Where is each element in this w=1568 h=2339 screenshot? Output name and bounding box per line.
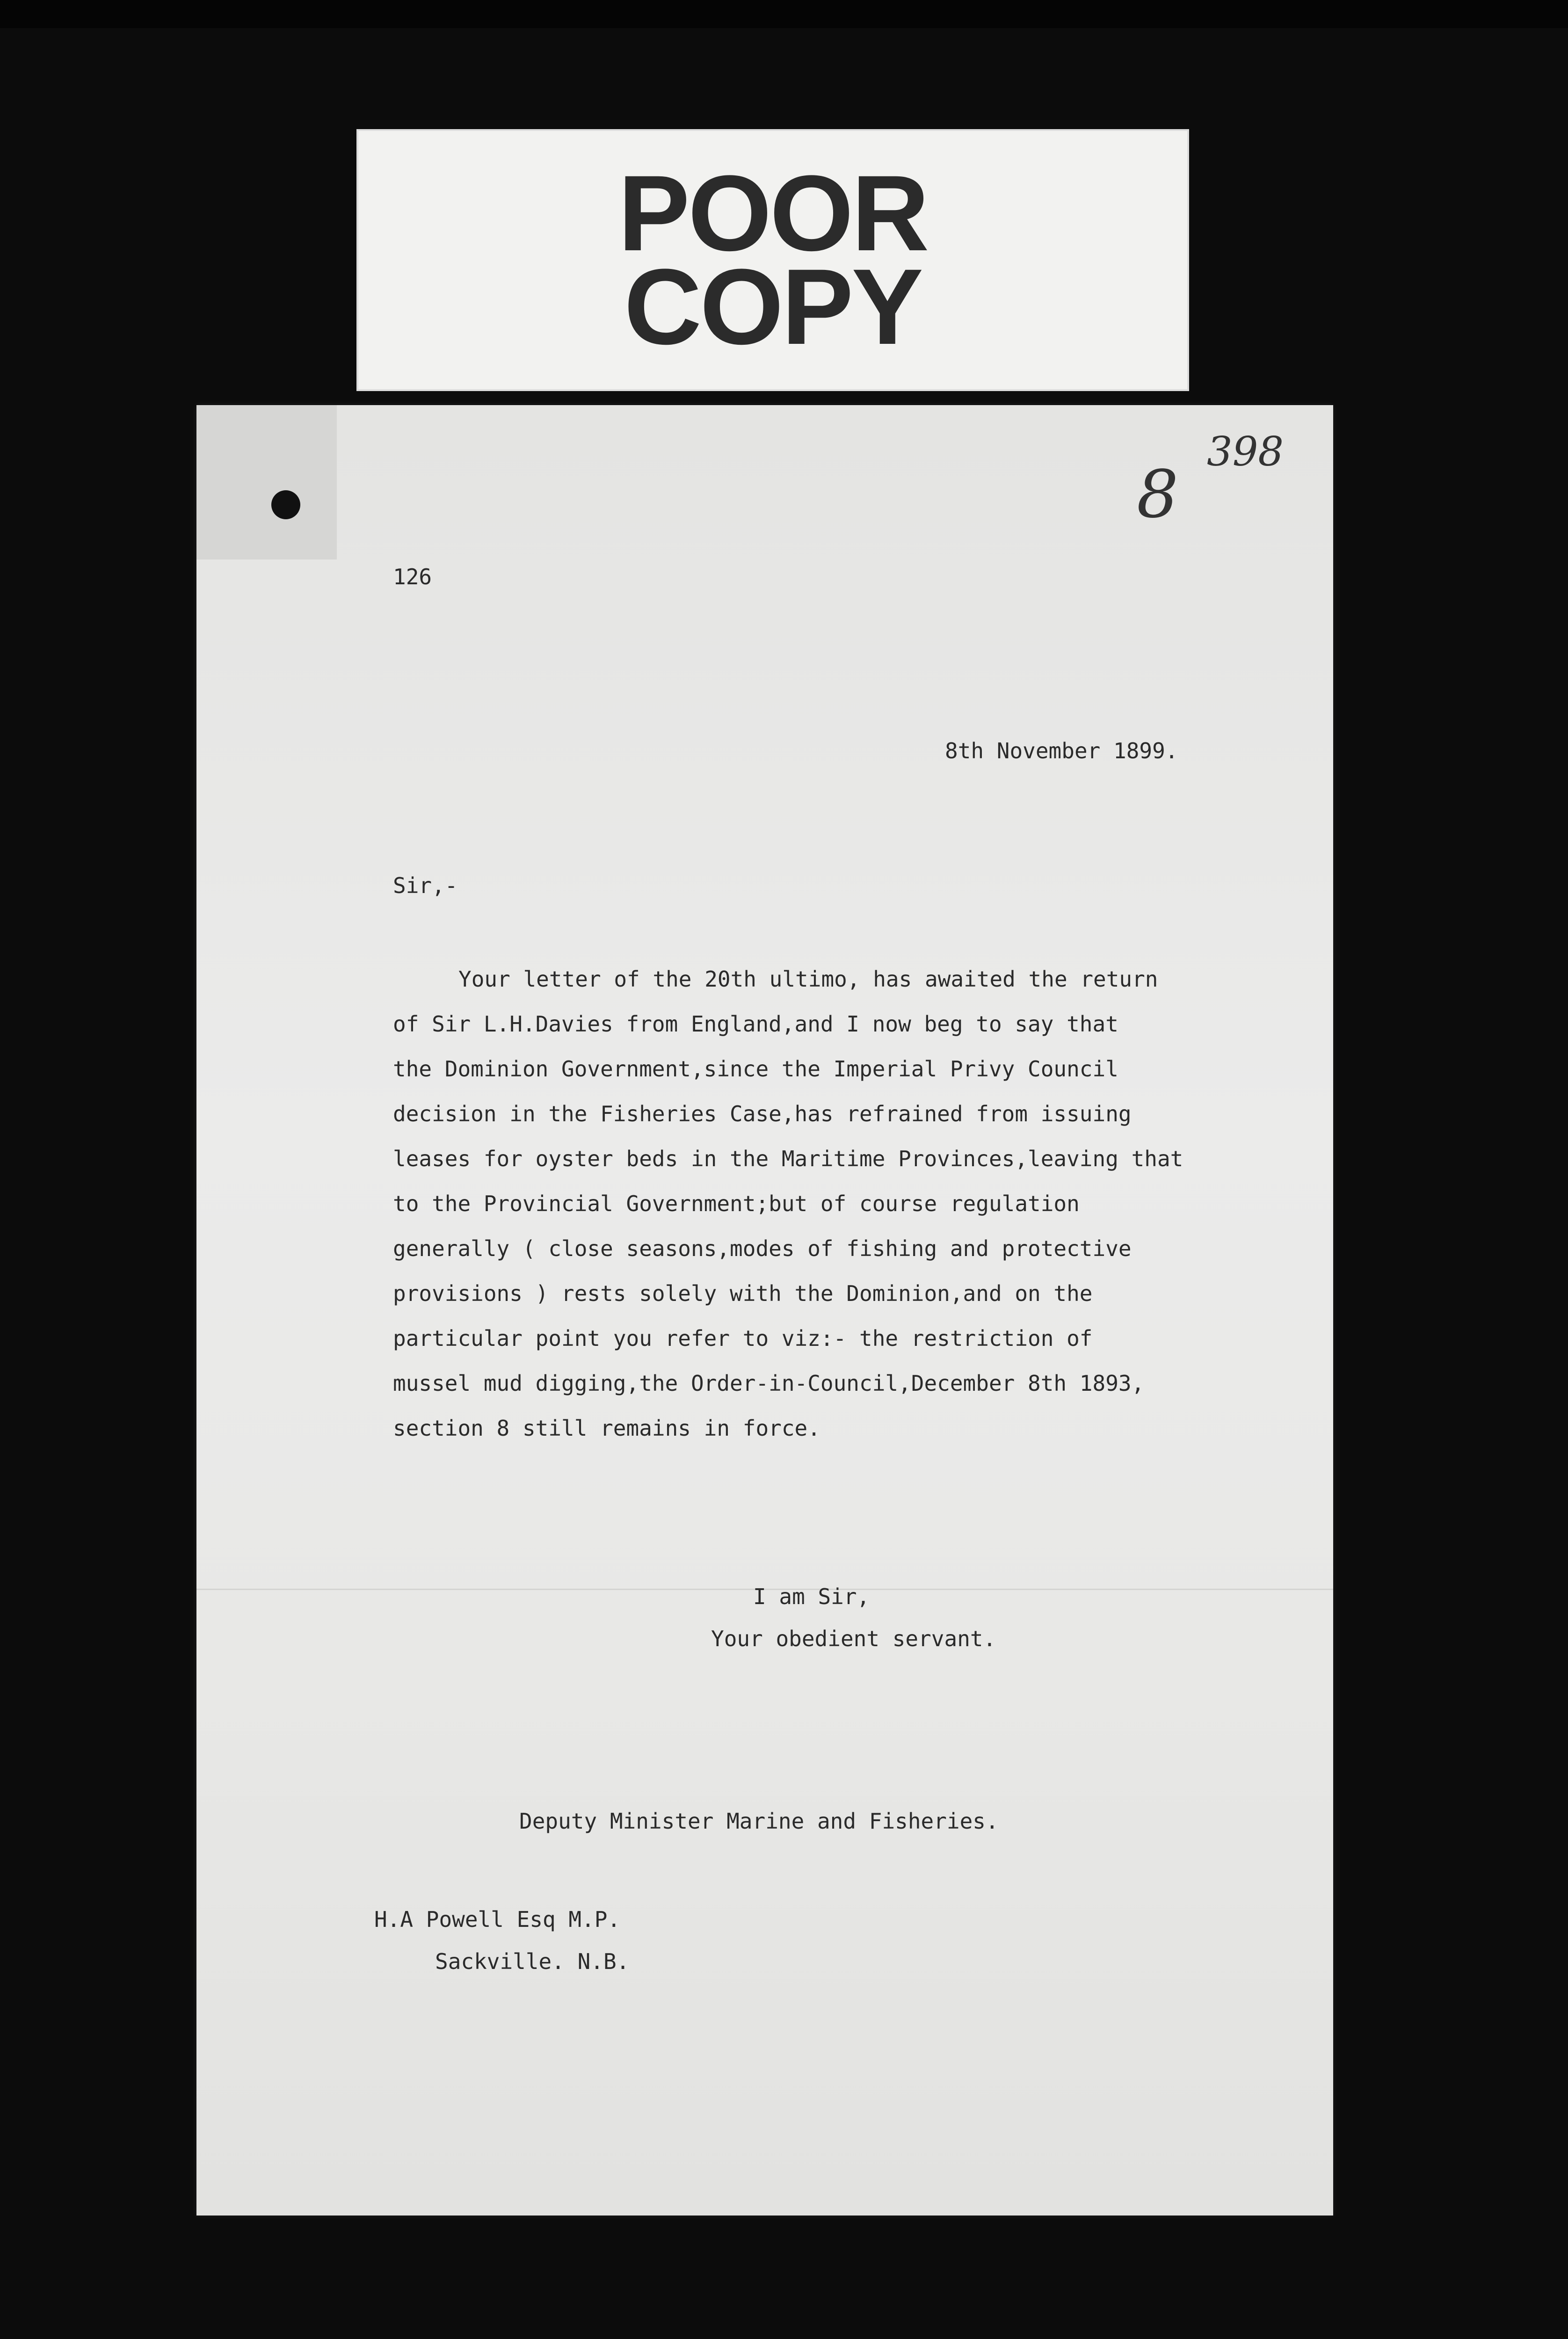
signature-title: Deputy Minister Marine and Fisheries. (519, 1809, 999, 1834)
poor-copy-line-2: COPY (624, 247, 922, 367)
punch-hole (271, 490, 300, 519)
film-edge-top (0, 0, 1568, 28)
body-line-11: section 8 still remains in force. (393, 1416, 820, 1441)
addressee-name: H.A Powell Esq M.P. (374, 1907, 621, 1932)
letter-page (196, 405, 1333, 2216)
handwritten-folio-number: 398 (1207, 429, 1284, 475)
closing-line-1: I am Sir, (753, 1584, 870, 1609)
addressee-place: Sackville. N.B. (435, 1949, 630, 1974)
poor-copy-card (356, 129, 1189, 391)
body-line-6: to the Provincial Government;but of course regulation (393, 1191, 1080, 1216)
salutation: Sir,- (393, 873, 458, 898)
body-line-3: the Dominion Government,since the Imperial Privy Council (393, 1056, 1118, 1082)
poor-copy-line-1: POOR (618, 153, 928, 273)
body-line-10: mussel mud digging,the Order-in-Council,December 8th 1893, (393, 1371, 1145, 1396)
page-number: 126 (393, 564, 432, 589)
body-line-1: Your letter of the 20th ultimo, has awaited the return (458, 966, 1158, 992)
body-line-2: of Sir L.H.Davies from England,and I now beg to say that (393, 1011, 1118, 1037)
body-line-4: decision in the Fisheries Case,has refrained from issuing (393, 1101, 1132, 1126)
body-line-5: leases for oyster beds in the Maritime Provinces,leaving that (393, 1146, 1183, 1171)
letter-date: 8th November 1899. (945, 738, 1178, 763)
closing-line-2: Your obedient servant. (711, 1626, 996, 1651)
body-line-9: particular point you refer to viz:- the restriction of (393, 1326, 1093, 1351)
page-corner-patch (196, 405, 337, 559)
body-line-8: provisions ) rests solely with the Dominion,and on the (393, 1281, 1093, 1306)
body-line-7: generally ( close seasons,modes of fishing and protective (393, 1236, 1132, 1261)
handwritten-mark: 8 (1137, 457, 1179, 533)
